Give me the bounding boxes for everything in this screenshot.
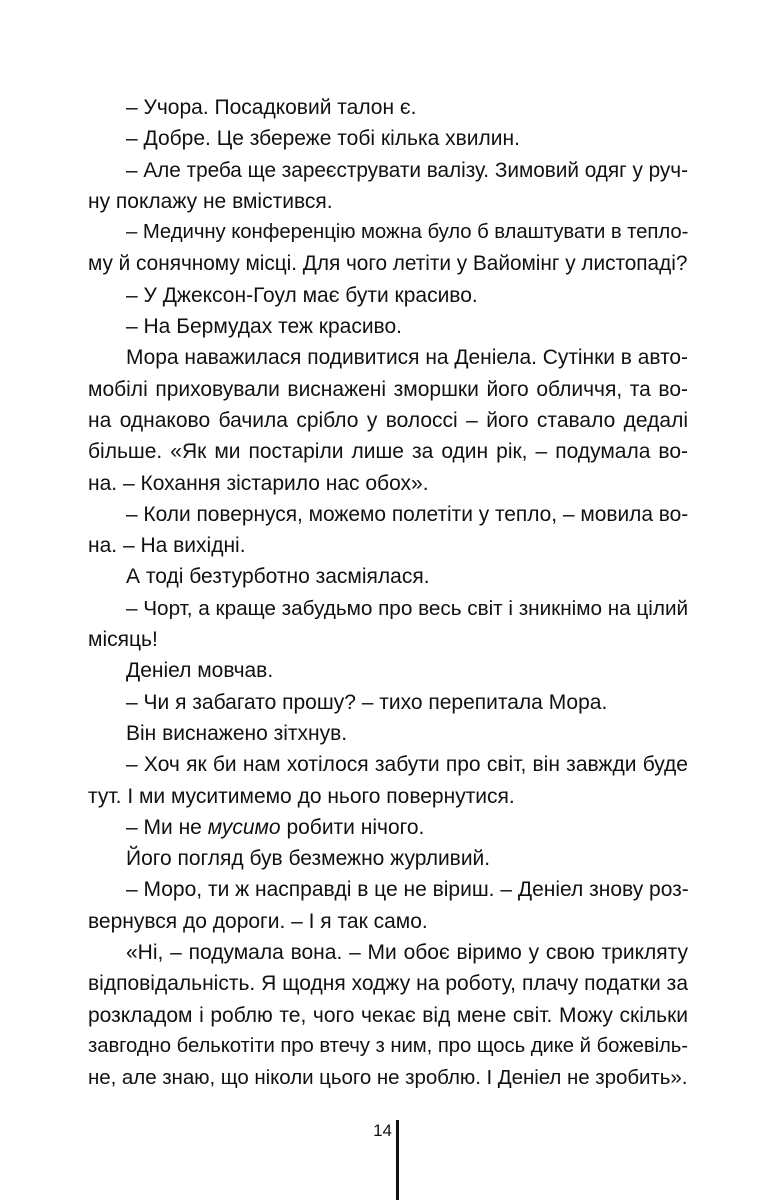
text-line: тут. І ми муситимемо до нього повернутися. [88,784,515,808]
text-line: – Медичну конференцію можна було б влаштувати в тепло- [126,221,689,244]
body-text [88,92,688,1094]
text-line: Він виснажено зітхнув. [126,721,348,745]
emphasis: мусимо [207,815,281,839]
text-line: – Але треба ще зареєструвати валізу. Зимовий одяг у руч- [126,158,688,182]
page-number-rule [396,1120,399,1200]
text-line: на. – Кохання зістарило нас обох». [88,471,429,495]
text-line: – Учора. Посадковий талон є. [126,96,417,119]
text-line: не, але знаю, що ніколи цього не зроблю. І Деніел не зробить». [88,1066,688,1090]
text-line: «Ні, – подумала вона. – Ми обоє віримо у свою трикляту [126,941,688,965]
text-line: Його погляд був безмежно журливий. [126,847,491,871]
text-line: вернувся до дороги. – І я так само. [88,909,428,933]
text-line: Мора наважилася подивитися на Деніела. Сутінки в авто- [126,346,688,370]
text-line: ну поклажу не вмістився. [88,189,333,213]
text-line: – Чи я забагато прошу? – тихо перепитала Мора. [126,690,608,714]
text-line: – Хоч як би нам хотілося забути про світ, він завжди буде [126,753,688,777]
text-line: А тоді безтурботно засміялася. [126,565,430,589]
text-line: – Добре. Це збереже тобі кілька хвилин. [126,127,520,151]
page-footer [0,1120,768,1200]
text-line: місяць! [88,628,158,652]
text-line: – Ми не мусимо робити нічого. [126,815,425,839]
text-line: розкладом і роблю те, чого чекає від мене світ. Можу скільки [88,1003,688,1027]
text-line: – Моро, ти ж насправді в це не віриш. – Деніел знову роз- [126,878,689,902]
text-line: – На Бермудах теж красиво. [126,315,402,339]
text-line: завгодно белькотіти про втечу з ним, про щось дике й божевіль- [88,1034,688,1057]
page-number: 14 [373,1121,392,1140]
text-line: Деніел мовчав. [126,659,274,683]
text-line: му й сонячному місці. Для чого летіти у Вайомінг у листопаді? [88,252,688,276]
text-line: – Чорт, а краще забудьмо про весь світ і зникнімо на цілий [126,596,689,620]
text-line: на. – На вихідні. [88,534,246,558]
text-line: – У Джексон-Гоул має бути красиво. [126,283,478,307]
text-line: мобілі приховували виснажені зморшки його обличчя, та во- [88,377,688,401]
text-line: – Коли повернуся, можемо полетіти у тепло, – мовила во- [126,502,689,526]
text-line: відповідальність. Я щодня ходжу на роботу, плачу податки за [88,972,688,996]
text-line: більше. «Як ми постаріли лише за один рік, – подумала во- [88,440,688,464]
text-line: на однаково бачила срібло у волоссі – його ставало дедалі [88,408,688,432]
